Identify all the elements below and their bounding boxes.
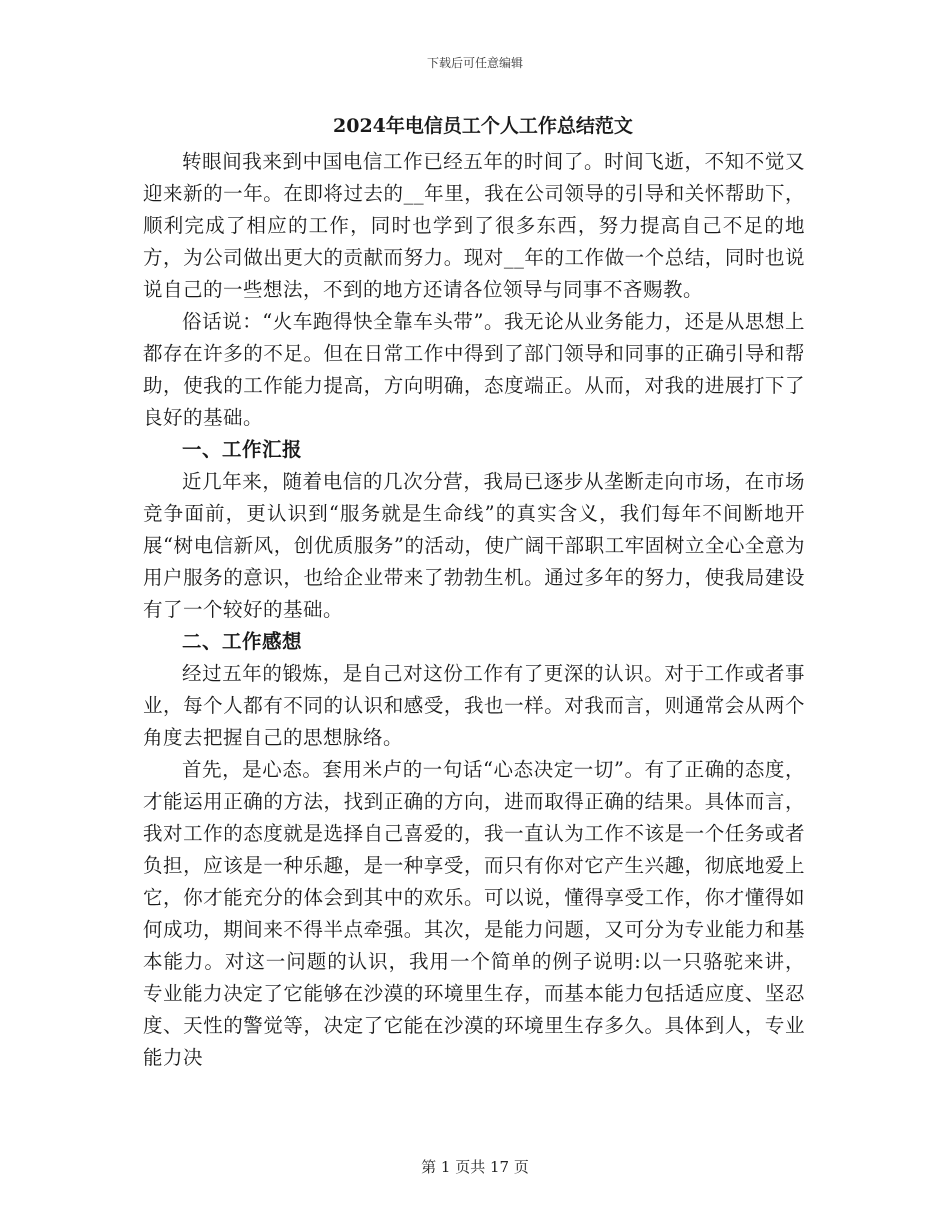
page-number: 第 1 页共 17 页 — [421, 1158, 529, 1176]
paragraph-reflections-intro: 经过五年的锻炼，是自己对这份工作有了更深的认识。对于工作或者事业，每个人都有不同的认识和感受，我也一样。对我而言，则通常会从两个角度去把握自己的思想脉络。 — [143, 662, 805, 749]
paragraph-intro: 转眼间我来到中国电信工作已经五年的时间了。时间飞逝，不知不觉又迎来新的一年。在即将过去的__年里，我在公司领导的引导和关怀帮助下，顺利完成了相应的工作，同时也学到了很多东西，努力提高自己不足的地方，为公司做出更大的贡献而努力。现对__年的工作做一个总结，同时也说说自己的一些想法，不到的地方还请各位领导与同事不吝赐教。 — [143, 150, 805, 301]
paragraph-work-report: 近几年来，随着电信的几次分营，我局已逐步从垄断走向市场，在市场竞争面前，更认识到“服务就是生命线”的真实含义，我们每年不间断地开展“树电信新风，创优质服务”的活动，使广阔干部职工牢固树立全心全意为用户服务的意识，也给企业带来了勃勃生机。通过多年的努力，使我局建设有了一个较好的基础。 — [143, 470, 805, 621]
paragraph-proverb: 俗话说：“火车跑得快全靠车头带”。我无论从业务能力，还是从思想上都存在许多的不足。但在日常工作中得到了部门领导和同事的正确引导和帮助，使我的工作能力提高，方向明确，态度端正。从而，对我的进展打下了良好的基础。 — [143, 310, 805, 429]
section-heading-work-report: 一、工作汇报 — [182, 438, 303, 461]
paragraph-attitude-ability: 首先，是心态。套用米卢的一句话“心态决定一切”。有了正确的态度，才能运用正确的方法，找到正确的方向，进而取得正确的结果。具体而言，我对工作的态度就是选择自己喜爱的，我一直认为工作不该是一个任务或者负担，应该是一种乐趣，是一种享受，而只有你对它产生兴趣，彻底地爱上它，你才能充分的体会到其中的欢乐。可以说，懂得享受工作，你才懂得如何成功，期间来不得半点牵强。其次，是能力问题，又可分为专业能力和基本能力。对这一问题的认识，我用一个简单的例子说明:以一只骆驼来讲，专业能力决定了它能够在沙漠的环境里生存，而基本能力包括适应度、坚忍度、天性的警觉等，决定了它能在沙漠的环境里生存多久。具体到人，专业能力决 — [143, 758, 805, 1069]
page-header: 下载后可任意编辑 — [426, 56, 523, 70]
section-heading-work-reflections: 二、工作感想 — [182, 630, 303, 653]
document-title: 2024年电信员工个人工作总结范文 — [333, 115, 633, 137]
document-body — [143, 110, 805, 1074]
